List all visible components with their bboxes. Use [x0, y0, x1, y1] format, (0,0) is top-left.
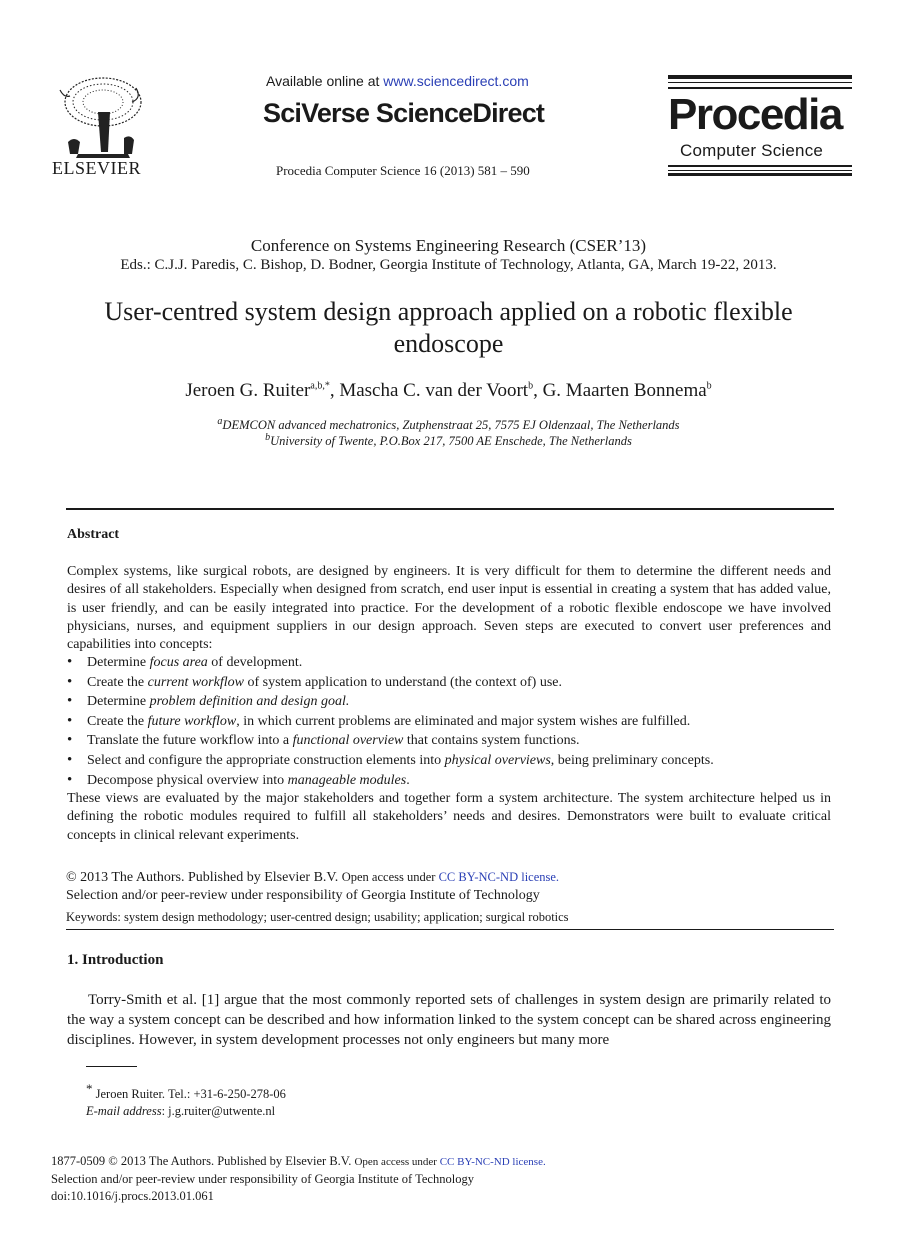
sciencedirect-link[interactable]: www.sciencedirect.com: [383, 73, 529, 89]
footnote-rule: [86, 1066, 137, 1067]
abstract-intro: Complex systems, like surgical robots, are designed by engineers. It is very difficult for them to determine the different needs and desires of all stakeholders. Especially when designed from scratch, end user input is essential in creating a system that has added value, is user friendly, and can be easily integrated into practice. For the development of a robotic flexible endoscope we have involved physicians, nurses, and equipment suppliers in our design approach. Seven steps are executed to convert user preferences and capabilities into concepts:: [67, 564, 831, 653]
journal-citation: Procedia Computer Science 16 (2013) 581 – 590: [276, 163, 530, 178]
section-heading-introduction: 1. Introduction: [67, 952, 164, 968]
author-affiliation-mark: b: [706, 380, 712, 392]
author-affiliation-mark: b: [528, 380, 534, 392]
author-list: Jeroen G. Ruiter$^{a,b,*}$, Mascha C. van der Voort$^b$, G. Maarten Bonnema$^b$: [185, 380, 712, 401]
list-item: • Create the future workflow, in which current problems are eliminated and major system wishes are fulfilled.: [67, 712, 831, 732]
list-item: • Decompose physical overview into manageable modules.: [67, 771, 831, 791]
procedia-logo: [668, 75, 852, 175]
list-item: • Translate the future workflow into a functional overview that contains system functions.: [67, 731, 831, 751]
footer-peer-review: Selection and/or peer-review under responsibility of Georgia Institute of Technology: [51, 1172, 474, 1186]
license-link[interactable]: CC BY-NC-ND license.: [438, 870, 560, 884]
paper-title: [0, 296, 897, 360]
list-item: • Determine focus area of development.: [67, 653, 831, 673]
footnote-contact: * Jeroen Ruiter. Tel.: +31-6-250-278-06: [86, 1080, 286, 1101]
list-item: • Determine problem definition and design goal.: [67, 692, 831, 712]
abstract-steps: [67, 653, 831, 790]
abstract-top-rule: [66, 508, 834, 510]
page-footer: [51, 1153, 546, 1205]
author-name: G. Maarten Bonnema: [542, 380, 707, 401]
author-name: Jeroen G. Ruiter: [185, 380, 311, 401]
affiliations: [0, 417, 897, 449]
paper-title-line-2: endoscope: [393, 329, 504, 358]
author-affiliation-mark: a,b,*: [310, 380, 330, 392]
procedia-subtitle: Computer Science: [680, 141, 824, 160]
footnote-marker: *: [86, 1080, 93, 1096]
available-online: [266, 73, 529, 89]
sciverse-logo: SciVerse ScienceDirect: [263, 98, 545, 128]
peer-review-line: Selection and/or peer-review under responsibility of Georgia Institute of Technology: [66, 888, 540, 903]
footnote-email: E-mail address: j.g.ruiter@utwente.nl: [86, 1104, 276, 1118]
footer-doi: doi:10.1016/j.procs.2013.01.061: [51, 1189, 214, 1203]
affiliation-b: $^b$University of Twente, P.O.Box 217, 7500 AE Enschede, The Netherlands: [265, 431, 632, 448]
paper-title-line-1: User-centred system design approach applied on a robotic flexible: [104, 297, 793, 326]
elsevier-tree-icon: [48, 72, 154, 164]
conference-name: Conference on Systems Engineering Research (CSER’13): [250, 236, 647, 255]
abstract-heading: Abstract: [67, 527, 120, 542]
keywords: Keywords: system design methodology; user-centred design; usability; application; surgical robotics: [66, 910, 569, 924]
list-item: • Create the current workflow of system application to understand (the context of) use.: [67, 673, 831, 693]
author-name: Mascha C. van der Voort: [339, 380, 529, 401]
list-item: • Select and configure the appropriate construction elements into physical overviews, being preliminary concepts.: [67, 751, 831, 771]
affiliation-a: $^a$DEMCON advanced mechatronics, Zutphenstraat 25, 7575 EJ Oldenzaal, The Netherlands: [217, 415, 680, 432]
keywords-bottom-rule: [66, 929, 834, 930]
footnote: [86, 1080, 286, 1120]
abstract-closing: These views are evaluated by the major stakeholders and together form a system architecture. The system architecture helped us in defining the robotic modules required to fulfill all stakeholders’ needs and desires. Demonstrators were built to evaluate critical concepts in clinical relevant experiments.: [67, 791, 831, 843]
procedia-title: Procedia: [668, 90, 842, 139]
introduction-paragraph: Torry-Smith et al. [1] argue that the most commonly reported sets of challenges in system design are primarily related to the way a system concept can be described and how information linked to the system concept can be shared across engineering disciplines. However, in system development processes not only engineers but many more: [67, 992, 831, 1049]
footer-license-link[interactable]: CC BY-NC-ND license.: [439, 1156, 546, 1168]
conference-editors: Eds.: C.J.J. Paredis, C. Bishop, D. Bodner, Georgia Institute of Technology, Atlanta, GA, March 19-22, 2013.: [120, 257, 777, 273]
copyright-line: © 2013 The Authors. Published by Elsevier B.V. Open access under CC BY-NC-ND license.: [66, 870, 560, 885]
footer-copyright: 1877-0509 © 2013 The Authors. Published by Elsevier B.V. Open access under CC BY-NC-ND license.: [51, 1154, 546, 1168]
available-online-prefix: Available online at: [266, 73, 384, 89]
elsevier-logo: [48, 72, 154, 178]
elsevier-wordmark: ELSEVIER: [52, 158, 141, 178]
